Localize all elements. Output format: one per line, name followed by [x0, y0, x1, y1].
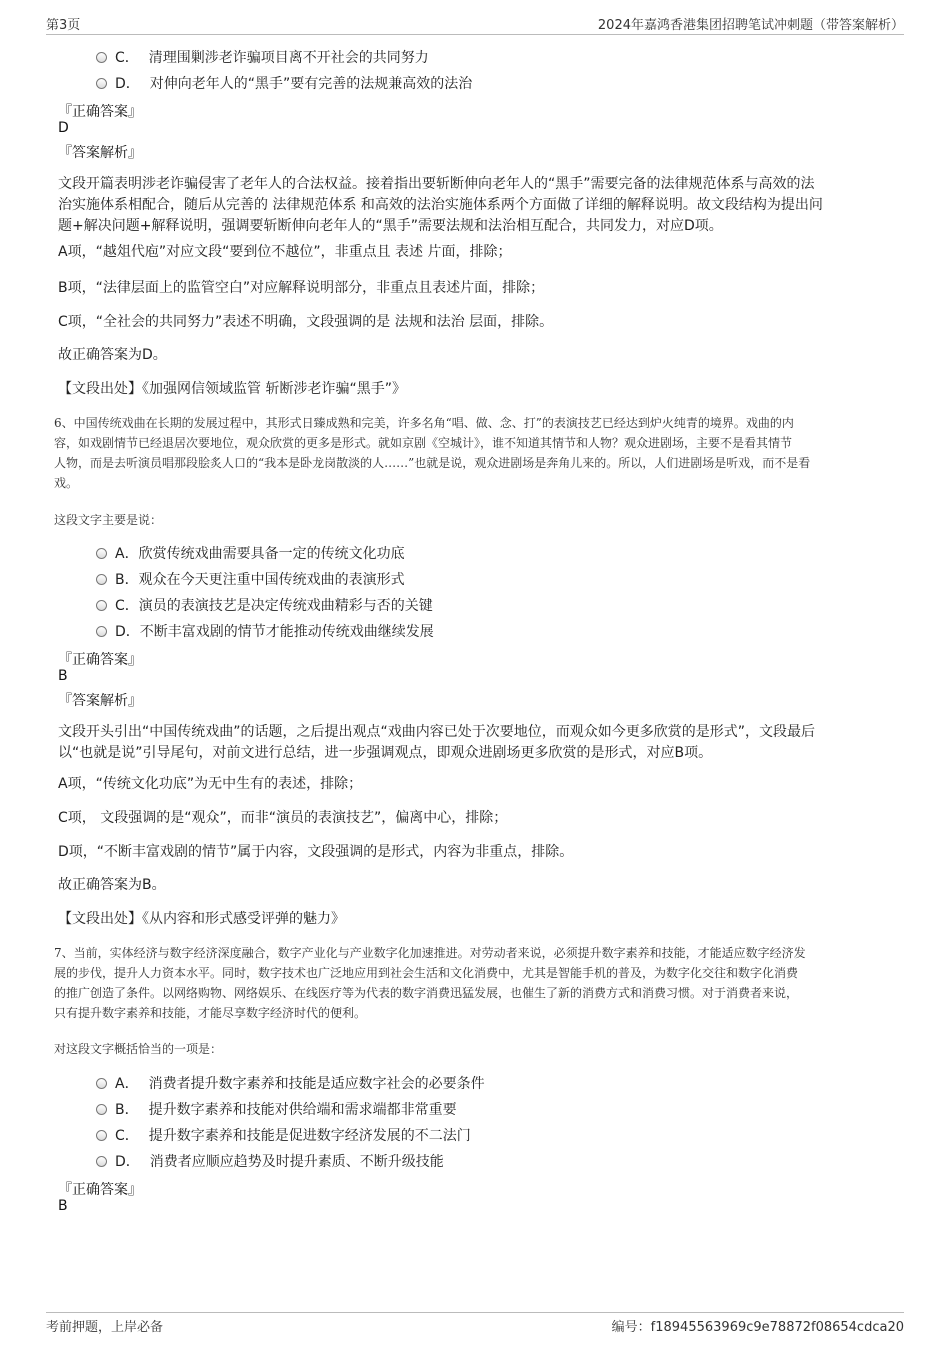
- q7-option-d[interactable]: D． 消费者应顺应趋势及时提升素质、不断升级技能: [96, 1151, 444, 1171]
- q6-source: 【文段出处】《从内容和形式感受评弹的魅力》: [58, 911, 345, 927]
- q7-question-text: 7、当前，实体经济与数字经济深度融合，数字产业化与产业数字化加速推进。对劳动者来说，必须提升数字素养和技能，才能适应数字经济发 展的步伐，提升人力资本水平。同时，数字技术也广泛地应用到社会生活和文化消费中，尤其是智能手机的普及，为数字化交往和数字化消费 的推广创造了条件。以网络购物、网络娱乐、在线医疗等为代表的数字消费迅猛发展，也催生了新的消费方式和消费习惯。对于消费者来说， 只有提升数字素养和技能，才能尽享数字经济时代的便利。: [54, 946, 806, 1020]
- q6-note-c: C项， 文段强调的是“观众”，而非“演员的表演技艺”，偏离中心，排除；: [58, 810, 508, 826]
- q6-note-a: A项，“传统文化功底”为无中生有的表述，排除；: [58, 776, 363, 792]
- page-number: 第3页: [46, 18, 81, 33]
- q5-conclusion: 故正确答案为D。: [58, 347, 167, 363]
- q6-option-c[interactable]: C．演员的表演技艺是决定传统戏曲精彩与否的关键: [96, 595, 433, 615]
- q5-note-b: B项，“法律层面上的监管空白”对应解释说明部分，非重点且表述片面，排除；: [58, 280, 545, 296]
- q5-analysis: 文段开篇表明涉老诈骗侵害了老年人的合法权益。接着指出要斩断伸向老年人的“黑手”需要完备的法律规范体系与高效的法 治实施体系相配合，随后从完善的 法律规范体系 和高效的法治实施体系两个方面做了详细的解释说明。故文段结构为提出问 题+解决问题+解释说明，强调要斩断伸向老年人的“黑手”需要法规和法治相互配合，共同发力，对应D项。: [58, 176, 823, 234]
- q5-option-d[interactable]: D． 对伸向老年人的“黑手”要有完善的法规兼高效的法治: [96, 73, 472, 93]
- q7-option-c[interactable]: C． 提升数字素养和技能是促进数字经济发展的不二法门: [96, 1125, 471, 1145]
- q6-analysis: 文段开头引出“中国传统戏曲”的话题，之后提出观点“戏曲内容已处于次要地位，而观众如今更多欣赏的是形式”，文段最后 以“也就是说”引导尾句，对前文进行总结，进一步强调观点，即观众进剧场更多欣赏的是形式，对应B项。: [58, 724, 816, 761]
- radio-icon[interactable]: [96, 1104, 107, 1115]
- q5-option-c[interactable]: C． 清理围剿涉老诈骗项目离不开社会的共同努力: [96, 47, 429, 67]
- q6-note-d: D项，“不断丰富戏剧的情节”属于内容，文段强调的是形式，内容为非重点，排除。: [58, 844, 574, 860]
- radio-icon[interactable]: [96, 1078, 107, 1089]
- q6-option-b[interactable]: B．观众在今天更注重中国传统戏曲的表演形式: [96, 569, 405, 589]
- radio-icon[interactable]: [96, 626, 107, 637]
- radio-icon[interactable]: [96, 78, 107, 89]
- document-title: 2024年嘉鸿香港集团招聘笔试冲刺题（带答案解析）: [597, 18, 904, 33]
- q7-prompt: 对这段文字概括恰当的一项是：: [54, 1042, 223, 1056]
- q5-analysis-label: 『答案解析』: [58, 145, 142, 161]
- footer-slogan: 考前押题，上岸必备: [46, 1320, 164, 1335]
- q6-prompt: 这段文字主要是说：: [54, 513, 163, 527]
- q5-answer-label: 『正确答案』: [58, 104, 142, 120]
- radio-icon[interactable]: [96, 574, 107, 585]
- q7-option-a[interactable]: A． 消费者提升数字素养和技能是适应数字社会的必要条件: [96, 1073, 485, 1093]
- document-id: 编号：f18945563969c9e78872f08654cdca20: [611, 1320, 904, 1335]
- q5-source: 【文段出处】《加强网信领域监管 斩断涉老诈骗“黑手”》: [58, 381, 406, 397]
- q6-answer-label: 『正确答案』: [58, 652, 142, 668]
- radio-icon[interactable]: [96, 548, 107, 559]
- page-footer: [46, 1312, 904, 1337]
- radio-icon[interactable]: [96, 52, 107, 63]
- q6-answer: B: [58, 668, 68, 684]
- q7-answer: B: [58, 1198, 68, 1214]
- q6-question-text: 6、中国传统戏曲在长期的发展过程中，其形式日臻成熟和完美，许多名角“唱、做、念、打”的表演技艺已经达到炉火纯青的境界。戏曲的内 容，如戏剧情节已经退居次要地位，观众欣赏的更多是形式。就如京剧《空城计》，谁不知道其情节和人物？观众进剧场，主要不是看其情节 人物，而是去听演员唱那段脍炙人口的“我本是卧龙岗散淡的人……”也就是说，观众进剧场是奔角儿来的。所以，人们进剧场是听戏，而不是看 戏。: [54, 416, 811, 490]
- q6-option-d[interactable]: D．不断丰富戏剧的情节才能推动传统戏曲继续发展: [96, 621, 434, 641]
- radio-icon[interactable]: [96, 1156, 107, 1167]
- q6-analysis-label: 『答案解析』: [58, 693, 142, 709]
- q5-note-c: C项，“全社会的共同努力”表述不明确，文段强调的是 法规和法治 层面，排除。: [58, 314, 554, 330]
- q7-answer-label: 『正确答案』: [58, 1182, 142, 1198]
- q5-note-a: A项，“越俎代庖”对应文段“要到位不越位”，非重点且 表述 片面，排除；: [58, 244, 512, 260]
- q6-conclusion: 故正确答案为B。: [58, 877, 166, 893]
- page-header: [46, 14, 904, 35]
- q7-option-b[interactable]: B． 提升数字素养和技能对供给端和需求端都非常重要: [96, 1099, 457, 1119]
- radio-icon[interactable]: [96, 1130, 107, 1141]
- q6-option-a[interactable]: A．欣赏传统戏曲需要具备一定的传统文化功底: [96, 543, 405, 563]
- q5-answer: D: [58, 120, 69, 136]
- radio-icon[interactable]: [96, 600, 107, 611]
